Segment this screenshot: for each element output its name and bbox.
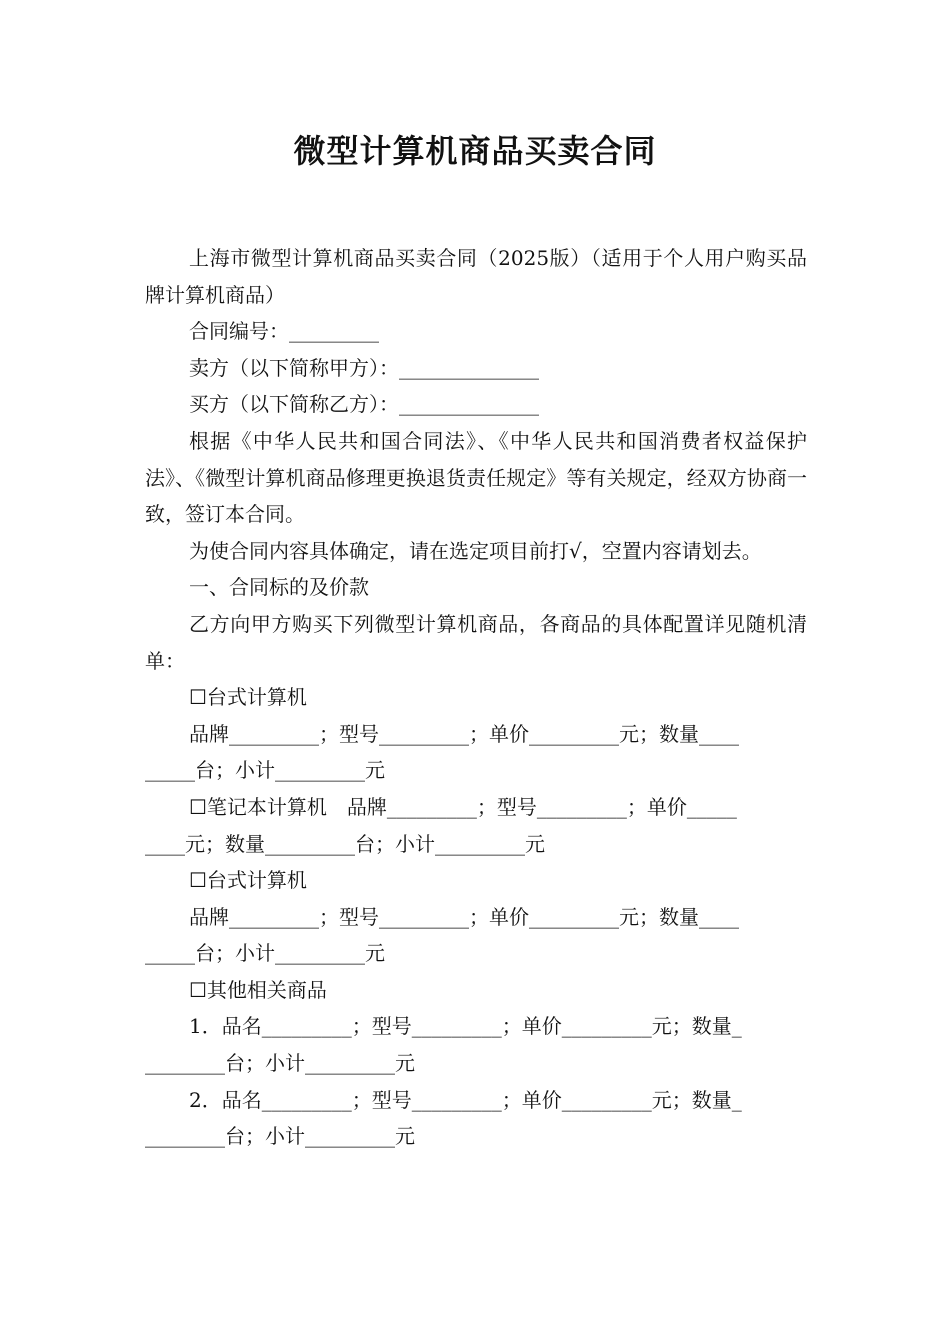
document-title: 微型计算机商品买卖合同	[293, 132, 657, 170]
contract-number-field: 合同编号：_________	[189, 319, 379, 344]
desktop-computer-details-1-cont: _____台；小计_________元	[145, 758, 385, 783]
other-product-1-details-cont: ________台；小计_________元	[145, 1051, 415, 1076]
other-product-2-details: 2．品名_________；型号_________；单价_________元；数量_	[189, 1087, 742, 1112]
buyer-field: 买方（以下简称乙方）：______________	[189, 392, 539, 417]
desktop-computer-details-2: 品牌_________；型号_________；单价_________元；数量____	[189, 904, 739, 929]
desktop-computer-checkbox-2: ☐台式计算机	[189, 868, 307, 893]
section-1-description: 乙方向甲方购买下列微型计算机商品，各商品的具体配置详见随机清单：	[145, 611, 807, 673]
desktop-computer-checkbox-1: ☐台式计算机	[189, 685, 307, 710]
document-body	[145, 240, 807, 1155]
desktop-computer-details-1: 品牌_________；型号_________；单价_________元；数量____	[189, 721, 739, 746]
instruction-paragraph: 为使合同内容具体确定，请在选定项目前打√，空置内容请划去。	[189, 538, 762, 563]
legal-basis-paragraph: 根据《中华人民共和国合同法》、《中华人民共和国消费者权益保护法》、《微型计算机商品修理更换退货责任规定》等有关规定，经双方协商一致，签订本合同。	[145, 428, 807, 527]
intro-paragraph: 上海市微型计算机商品买卖合同（2025版）（适用于个人用户购买品牌计算机商品）	[145, 246, 807, 307]
other-product-1-details: 1．品名_________；型号_________；单价_________元；数量_	[189, 1014, 742, 1039]
other-products-checkbox: ☐其他相关商品	[189, 977, 327, 1002]
seller-field: 卖方（以下简称甲方）：______________	[189, 355, 539, 380]
section-heading-1: 一、合同标的及价款	[189, 575, 369, 600]
other-product-2-details-cont: ________台；小计_________元	[145, 1124, 415, 1149]
laptop-computer-details-cont: ____元；数量_________台；小计_________元	[145, 831, 545, 856]
desktop-computer-details-2-cont: _____台；小计_________元	[145, 941, 385, 966]
laptop-computer-details: ☐笔记本计算机 品牌_________；型号_________；单价_____	[189, 794, 737, 819]
